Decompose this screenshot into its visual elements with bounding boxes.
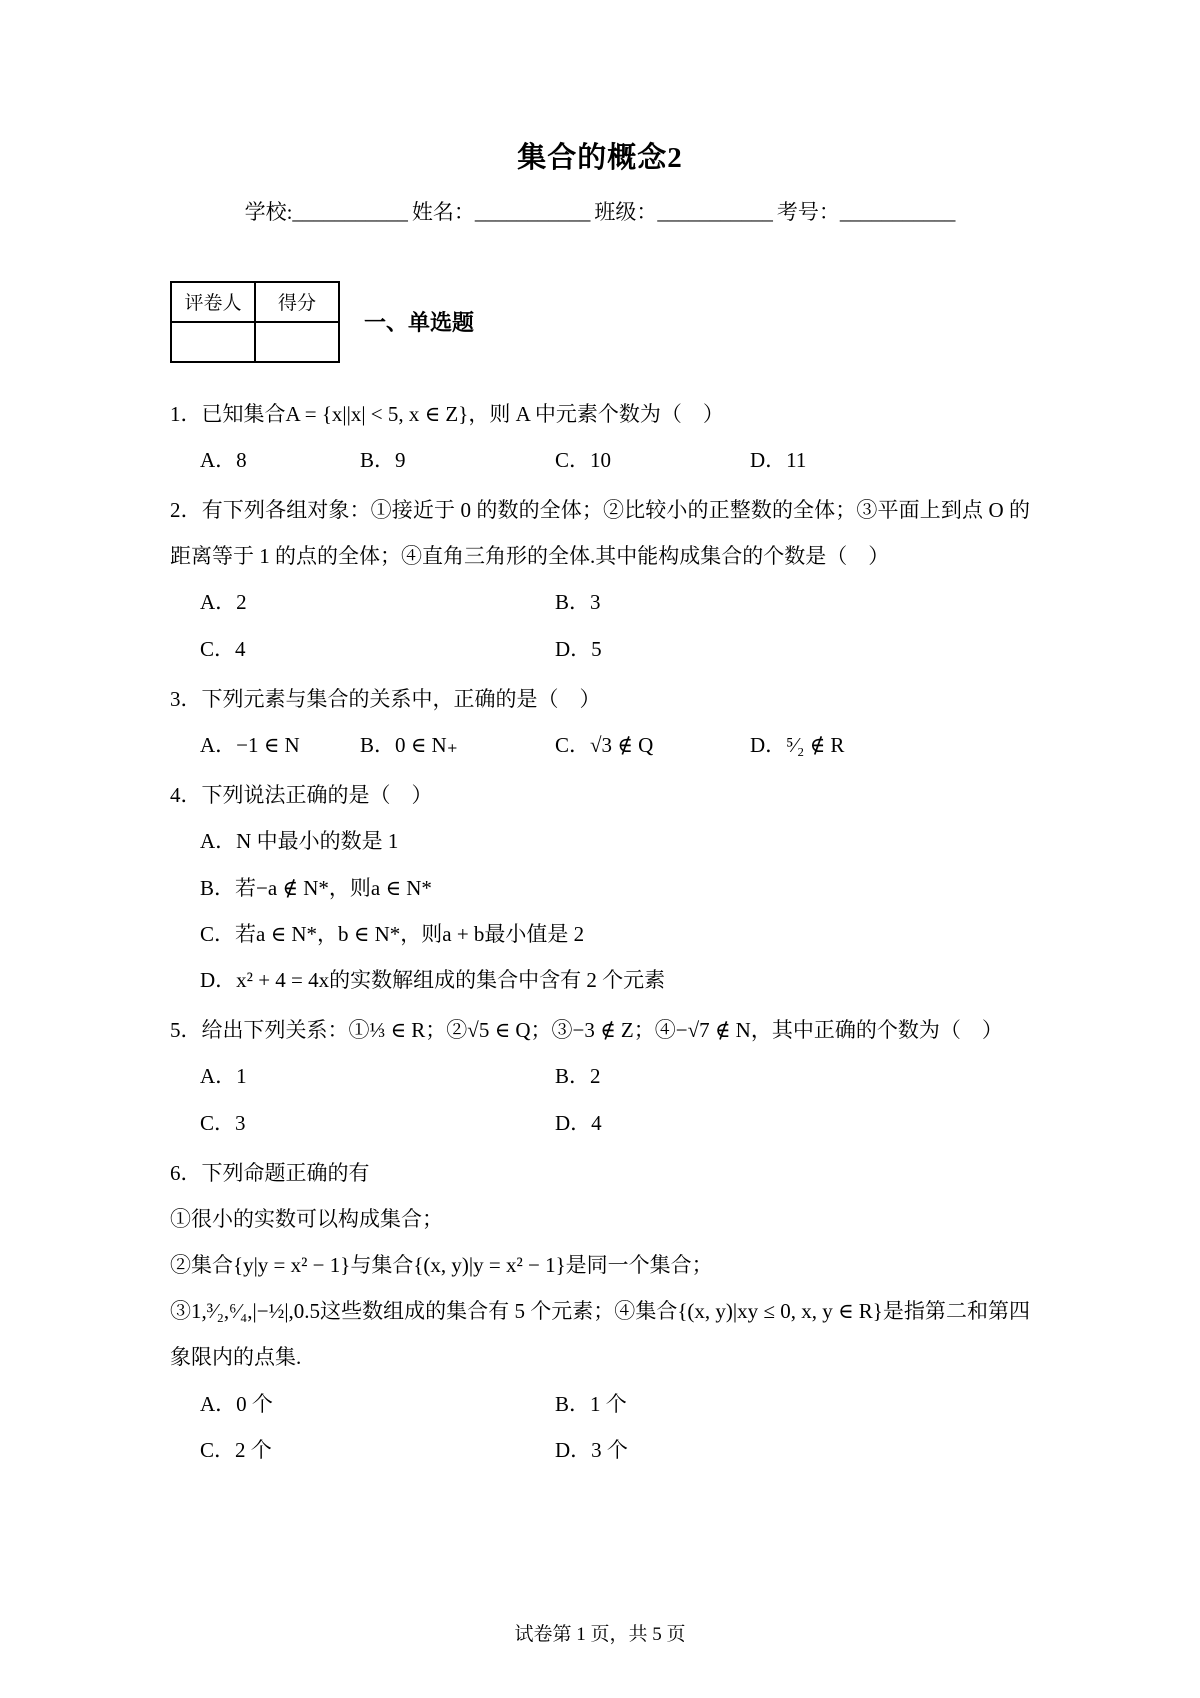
option-c: C．4 — [200, 636, 246, 661]
option-b: B．1 个 — [555, 1391, 627, 1416]
option-a: A．2 — [200, 590, 247, 615]
grader-section — [170, 281, 1030, 363]
option-a: A．−1 ∈ N — [200, 733, 300, 757]
question-subline-2: ②集合{y|y = x² − 1}与集合{(x, y)|y = x² − 1}是同一个集合； — [170, 1253, 713, 1278]
option-c: C．√3 ∉ Q — [555, 733, 654, 757]
question-options — [200, 1053, 1030, 1145]
section-title-single-choice: 一、单选题 — [364, 310, 475, 336]
question-options — [200, 1381, 1030, 1473]
option-d: D．11 — [750, 447, 807, 472]
question-5 — [170, 1007, 1030, 1146]
question-subline-1: ①很小的实数可以构成集合； — [170, 1206, 443, 1231]
school-blank: 学校:___________ — [244, 199, 408, 224]
question-list — [170, 391, 1030, 1473]
student-info-line — [170, 196, 1030, 226]
page-footer: 试卷第 1 页，共 5 页 — [514, 1624, 686, 1645]
question-stem: 6．下列命题正确的有 — [170, 1160, 370, 1185]
question-stem: 5．给出下列关系：①⅓ ∈ R；②√5 ∈ Q；③−3 ∉ Z；④−√7 ∉ N，其中正确的个数为（ ） — [170, 1018, 1003, 1043]
score-label-cell: 得分 — [255, 282, 339, 322]
question-subline-3: ③1,³⁄₂,⁶⁄₄,|−½|,0.5这些数组成的集合有 5 个元素；④集合{(x, y)|xy ≤ 0, x, y ∈ R}是指第二和第四象限内的点集. — [170, 1299, 1030, 1370]
option-d: D．5 — [555, 636, 602, 661]
exam-no-blank: 考号：___________ — [776, 199, 956, 224]
option-d: D．3 个 — [555, 1437, 628, 1462]
question-stem: 2．有下列各组对象：①接近于 0 的数的全体；②比较小的正整数的全体；③平面上到点 O 的距离等于 1 的点的全体；④直角三角形的全体.其中能构成集合的个数是（ ） — [170, 498, 1030, 569]
question-1 — [170, 391, 1030, 483]
question-2 — [170, 487, 1030, 672]
grader-value-cell — [171, 322, 255, 362]
question-options — [200, 437, 1030, 483]
option-b: B．9 — [360, 447, 406, 472]
option-c: C．3 — [200, 1110, 246, 1135]
option-d: D．⁵⁄₂ ∉ R — [750, 733, 845, 757]
option-b: B．2 — [555, 1064, 601, 1089]
option-c: C．10 — [555, 447, 612, 472]
option-a: A．0 个 — [200, 1391, 273, 1416]
option-d: D．4 — [555, 1110, 602, 1135]
grader-label-cell: 评卷人 — [171, 282, 255, 322]
option-c: C．2 个 — [200, 1437, 272, 1462]
question-3 — [170, 676, 1030, 768]
option-b: B．3 — [555, 590, 601, 615]
option-c: C．若a ∈ N*，b ∈ N*，则a + b最小值是 2 — [200, 921, 585, 946]
option-a: A．8 — [200, 447, 247, 472]
option-d: D．x² + 4 = 4x的实数解组成的集合中含有 2 个元素 — [200, 967, 666, 992]
grader-score-table — [170, 281, 340, 363]
question-stem: 3．下列元素与集合的关系中，正确的是（ ） — [170, 686, 601, 711]
question-4 — [170, 772, 1030, 1003]
score-value-cell — [255, 322, 339, 362]
page-title: 集合的概念2 — [517, 142, 683, 174]
option-a: A．N 中最小的数是 1 — [200, 829, 399, 854]
question-6 — [170, 1150, 1030, 1473]
question-stem: 1．已知集合A = {x||x| < 5, x ∈ Z}，则 A 中元素个数为（ ） — [170, 401, 724, 426]
question-stem: 4．下列说法正确的是（ ） — [170, 783, 433, 808]
question-options — [200, 818, 1030, 1003]
name-blank: 姓名：___________ — [411, 199, 591, 224]
class-blank: 班级：___________ — [594, 199, 773, 224]
option-b: B．0 ∈ N₊ — [360, 733, 458, 757]
question-options — [200, 579, 1030, 671]
option-b: B．若−a ∉ N*，则a ∈ N* — [200, 875, 432, 900]
option-a: A．1 — [200, 1064, 247, 1089]
question-options — [200, 722, 1030, 768]
